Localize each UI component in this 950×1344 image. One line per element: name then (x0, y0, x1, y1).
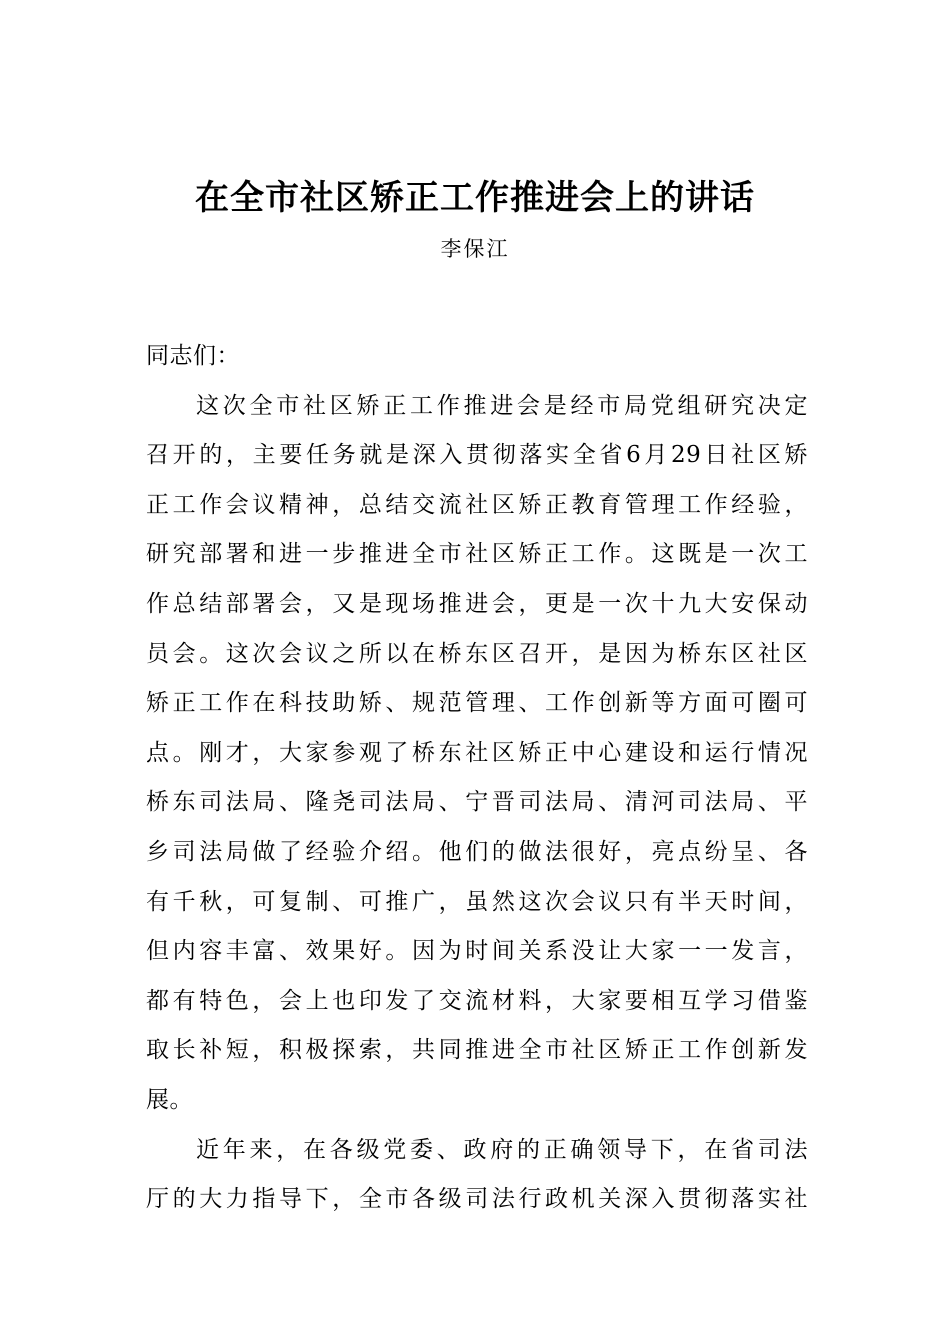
paragraph-line: 员会。这次会议之所以在桥东区召开，是因为桥东区社区 (146, 640, 808, 667)
paragraph-line: 召开的，主要任务就是深入贯彻落实全省6月29日社区矫 (146, 442, 808, 469)
paragraph-2 (146, 1126, 808, 1225)
paragraph-line: 正工作会议精神，总结交流社区矫正教育管理工作经验， (146, 491, 808, 518)
paragraph-line: 厅的大力指导下，全市各级司法行政机关深入贯彻落实社 (146, 1186, 808, 1213)
paragraph-line: 但内容丰富、效果好。因为时间关系没让大家一一发言， (146, 938, 808, 965)
paragraph-line: 展。 (146, 1086, 193, 1113)
document-body (146, 332, 808, 1225)
paragraph-line: 乡司法局做了经验介绍。他们的做法很好，亮点纷呈、各 (146, 838, 808, 865)
paragraph-line: 取长补短，积极探索，共同推进全市社区矫正工作创新发 (146, 1037, 808, 1064)
paragraph-line: 都有特色，会上也印发了交流材料，大家要相互学习借鉴 (146, 987, 808, 1014)
paragraph-line: 研究部署和进一步推进全市社区矫正工作。这既是一次工 (146, 541, 808, 568)
document-author: 李保江 (440, 237, 510, 261)
paragraph-line: 作总结部署会，又是现场推进会，更是一次十九大安保动 (146, 590, 808, 617)
greeting: 同志们： (146, 343, 240, 369)
paragraph-line: 有千秋，可复制、可推广，虽然这次会议只有半天时间， (146, 888, 808, 915)
document-title: 在全市社区矫正工作推进会上的讲话 (195, 178, 755, 218)
paragraph-line: 点。刚才，大家参观了桥东社区矫正中心建设和运行情况 (146, 739, 808, 766)
paragraph-line: 这次全市社区矫正工作推进会是经市局党组研究决定 (196, 392, 808, 419)
paragraph-1 (146, 382, 808, 1126)
paragraph-line: 桥东司法局、隆尧司法局、宁晋司法局、清河司法局、平 (146, 789, 808, 816)
paragraph-line: 近年来，在各级党委、政府的正确领导下，在省司法 (196, 1136, 808, 1163)
paragraph-line: 矫正工作在科技助矫、规范管理、工作创新等方面可圈可 (146, 690, 808, 717)
